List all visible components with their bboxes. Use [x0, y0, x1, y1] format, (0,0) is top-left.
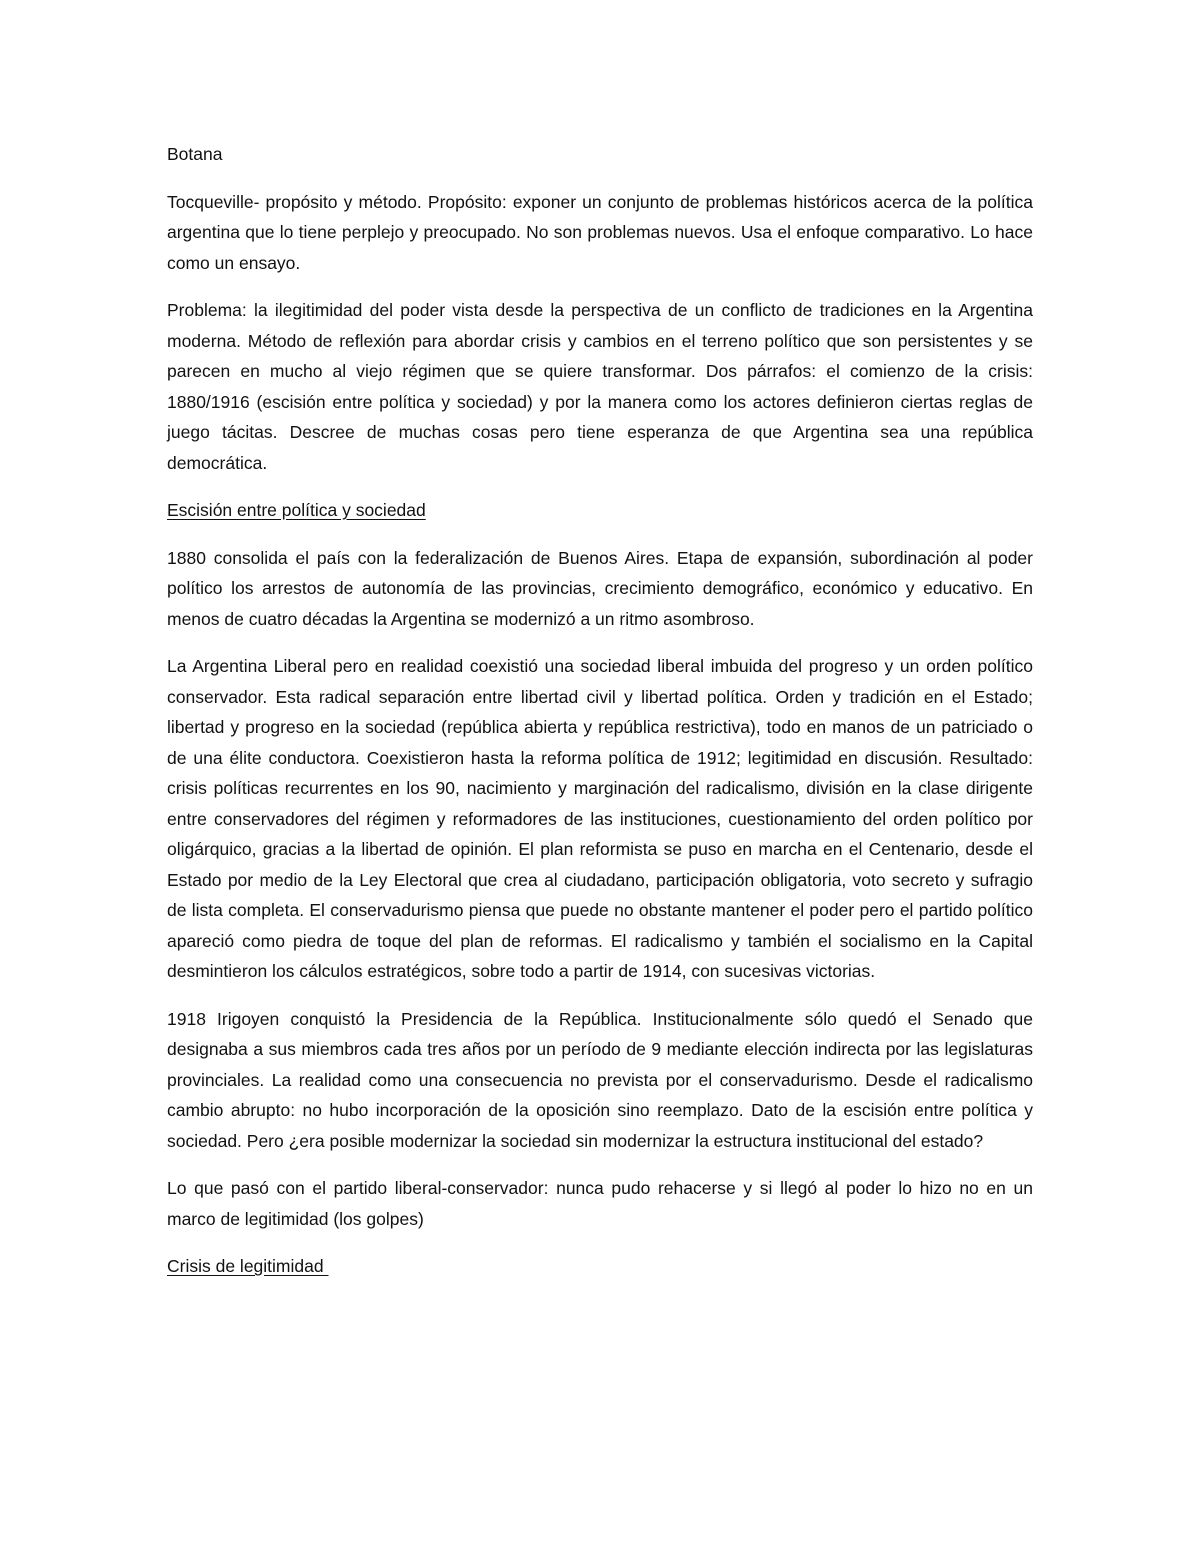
- problema-paragraph: Problema: la ilegitimidad del poder vista desde la perspectiva de un conflicto de tradiciones en la Argentina moderna. Método de reflexión para abordar crisis y cambios en el terreno político que son persistentes y se parecen en mucho al viejo régimen que se quiere transformar. Dos párrafos: el comienzo de la crisis: 1880/1916 (escisión entre política y sociedad) y por la manera como los actores definieron ciertas reglas de juego tácitas. Descree de muchas cosas pero tiene esperanza de que Argentina sea una república democrática.: [167, 300, 1033, 473]
- section-heading-escision: Escisión entre política y sociedad: [167, 500, 426, 520]
- document-title: Botana: [167, 144, 223, 164]
- document-page: [167, 139, 1033, 1299]
- paragraph-argentina-liberal: La Argentina Liberal pero en realidad coexistió una sociedad liberal imbuida del progreso y un orden político conservador. Esta radical separación entre libertad civil y libertad política. Orden y tradición en el Estado; libertad y progreso en la sociedad (república abierta y república restrictiva), todo en manos de un patriciado o de una élite conductora. Coexistieron hasta la reforma política de 1912; legitimidad en discusión. Resultado: crisis políticas recurrentes en los 90, nacimiento y marginación del radicalismo, división en la clase dirigente entre conservadores del régimen y reformadores de las instituciones, cuestionamiento del orden político por oligárquico, gracias a la libertad de opinión. El plan reformista se puso en marcha en el Centenario, desde el Estado por medio de la Ley Electoral que crea al ciudadano, participación obligatoria, voto secreto y sufragio de lista completa. El conservadurismo piensa que puede no obstante mantener el poder pero el partido político apareció como piedra de toque del plan de reformas. El radicalismo y también el socialismo en la Capital desmintieron los cálculos estratégicos, sobre todo a partir de 1914, con sucesivas victorias.: [167, 656, 1033, 981]
- paragraph-partido-liberal: Lo que pasó con el partido liberal-conservador: nunca pudo rehacerse y si llegó al poder lo hizo no en un marco de legitimidad (los golpes): [167, 1178, 1033, 1229]
- section-heading-crisis: Crisis de legitimidad: [167, 1256, 329, 1276]
- paragraph-1918: 1918 Irigoyen conquistó la Presidencia de la República. Institucionalmente sólo quedó el Senado que designaba a sus miembros cada tres años por un período de 9 mediante elección indirecta por las legislaturas provinciales. La realidad como una consecuencia no prevista por el conservadurismo. Desde el radicalismo cambio abrupto: no hubo incorporación de la oposición sino reemplazo. Dato de la escisión entre política y sociedad. Pero ¿era posible modernizar la sociedad sin modernizar la estructura institucional del estado?: [167, 1008, 1033, 1151]
- intro-paragraph: Tocqueville- propósito y método. Propósito: exponer un conjunto de problemas históricos acerca de la política argentina que lo tiene perplejo y preocupado. No son problemas nuevos. Usa el enfoque comparativo. Lo hace como un ensayo.: [167, 191, 1033, 273]
- paragraph-1880: 1880 consolida el país con la federalización de Buenos Aires. Etapa de expansión, subordinación al poder político los arrestos de autonomía de las provincias, crecimiento demográfico, económico y educativo. En menos de cuatro décadas la Argentina se modernizó a un ritmo asombroso.: [167, 547, 1033, 629]
